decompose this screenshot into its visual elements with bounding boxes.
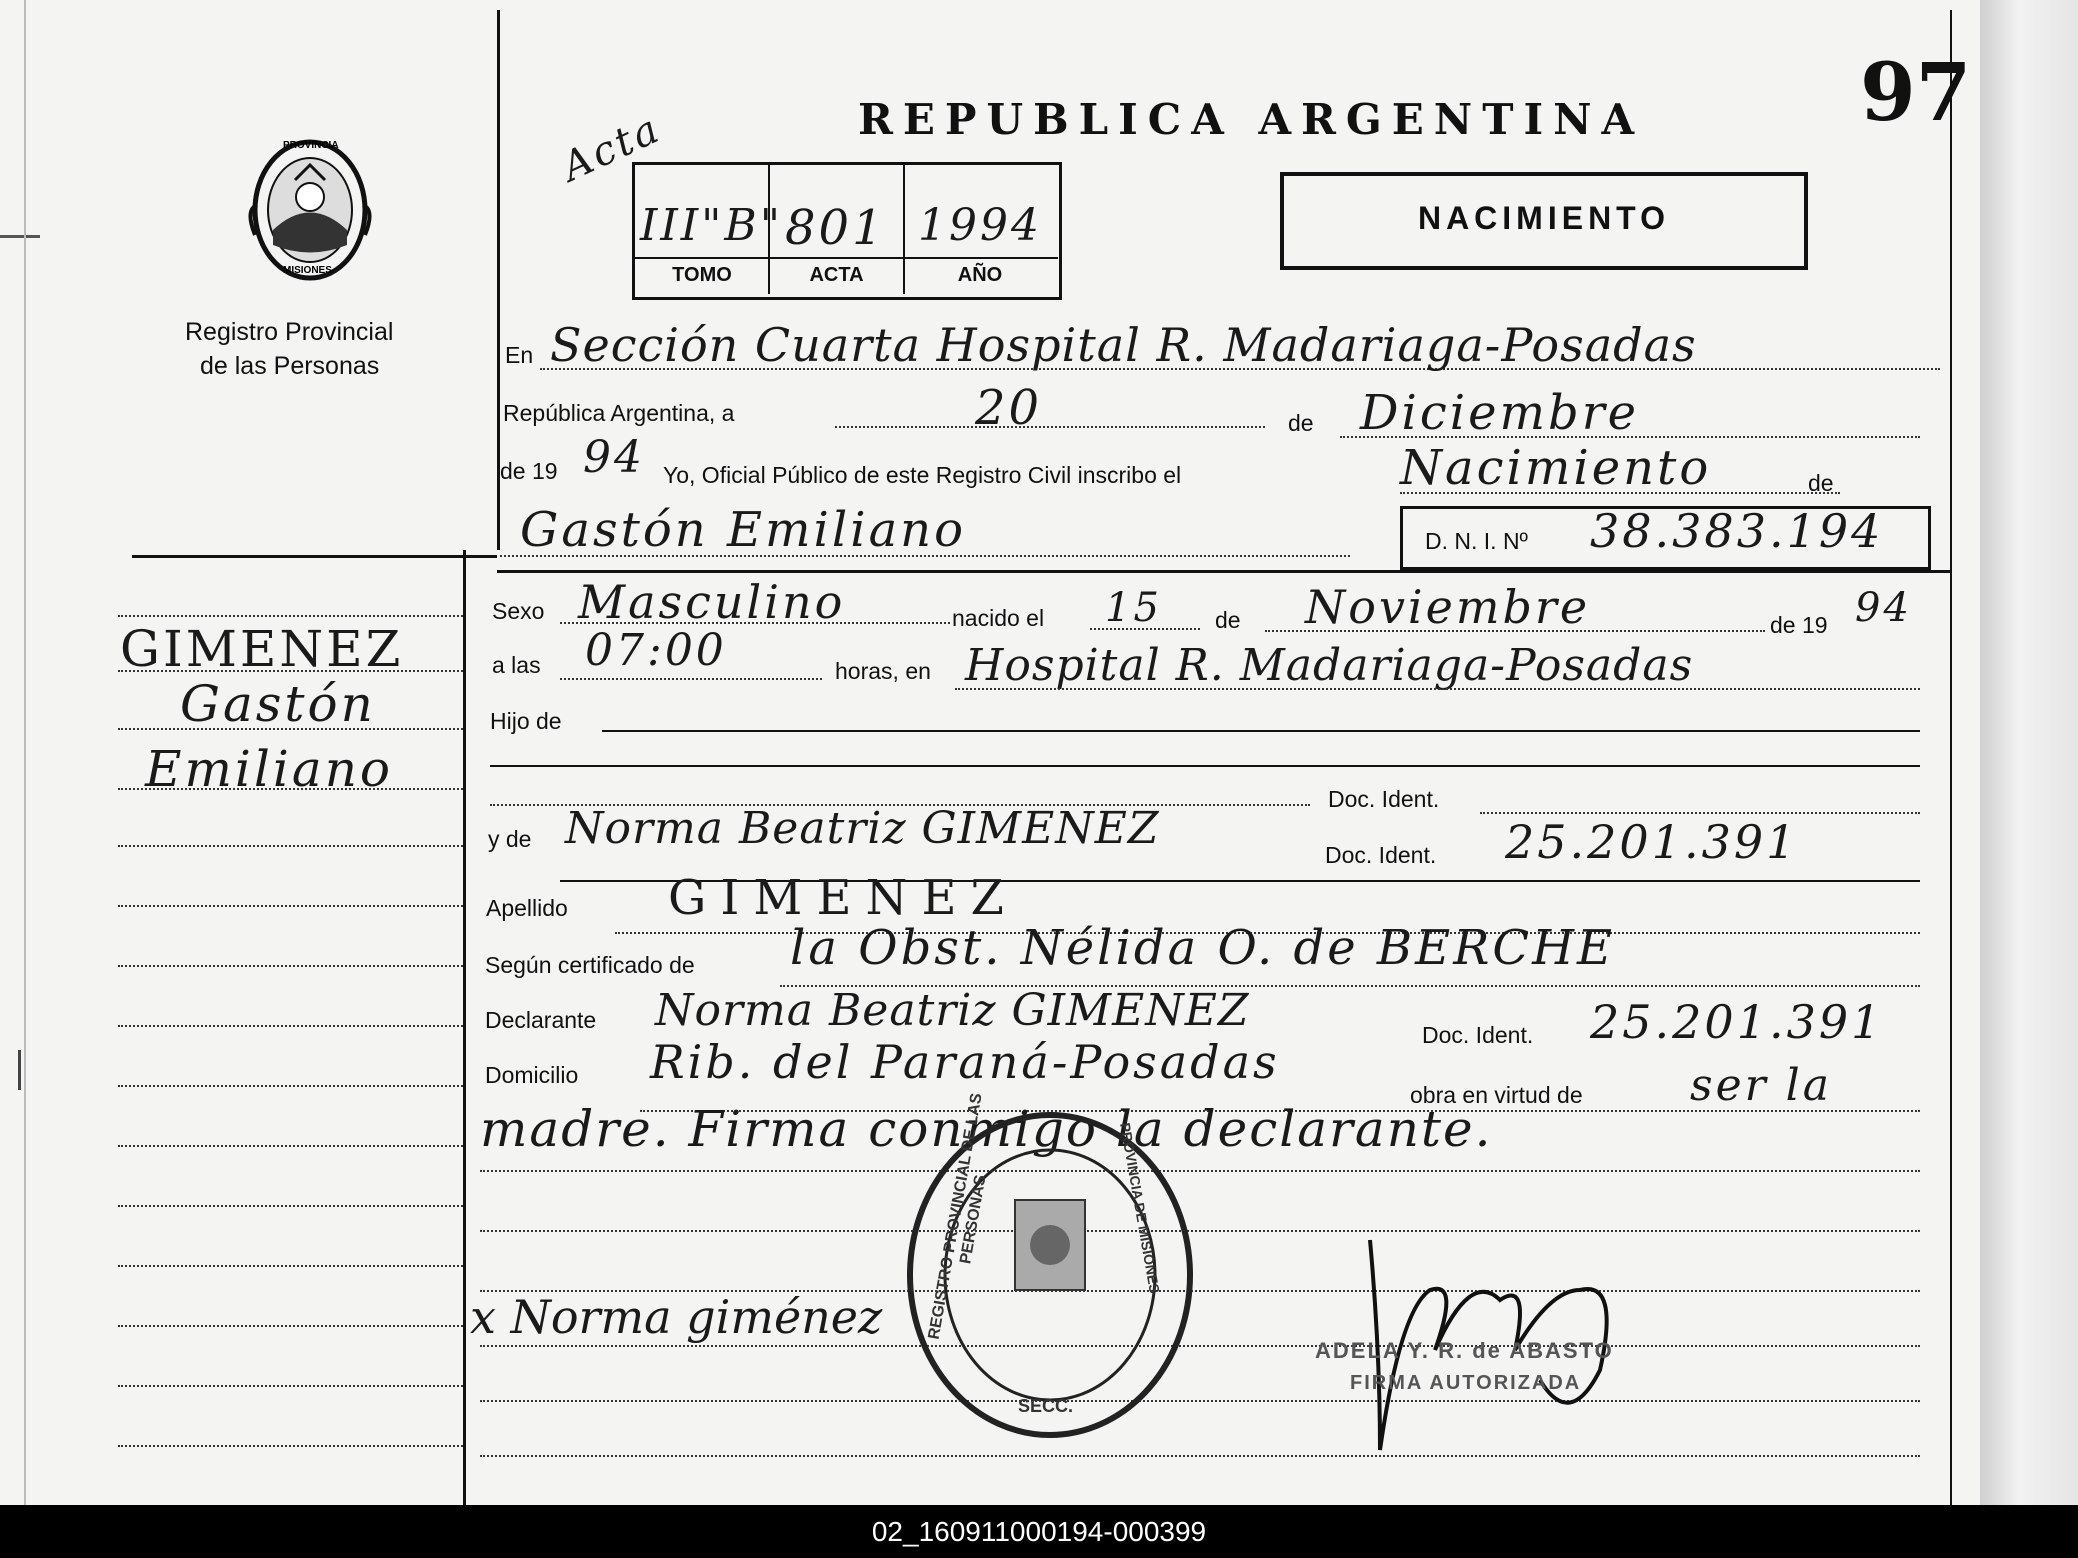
value-declarante-doc: 25.201.391 (1590, 995, 1884, 1049)
value-anio: 94 (583, 432, 645, 483)
label-yo-oficial: Yo, Oficial Público de este Registro Civil inscribo el (663, 462, 1182, 488)
value-declarante: Norma Beatriz GIMENEZ (655, 985, 1250, 1036)
stamp-outer-text: REGISTRO PROVINCIAL DE LAS PERSONAS (925, 1092, 990, 1341)
margin-line-13 (118, 1325, 463, 1327)
line-hijo-de-2 (490, 765, 1920, 767)
margin-surname: GIMENEZ (120, 620, 404, 678)
column-divider-bottom (463, 550, 466, 1505)
page-number: 97 (1860, 45, 1972, 139)
value-anio-nac: 94 (1855, 585, 1912, 631)
margin-line-14 (118, 1385, 463, 1387)
label-segun: Según certificado de (485, 952, 695, 978)
label-hijo-de: Hijo de (490, 708, 562, 734)
record-box-hline (634, 257, 1058, 259)
value-obra: ser la (1690, 1060, 1832, 1111)
margin-line-12 (118, 1265, 463, 1267)
dots-line-d (480, 1400, 1920, 1402)
tomo-label: TOMO (672, 264, 732, 286)
dots-lugar (955, 688, 1920, 690)
margin-name2: Emiliano (145, 740, 393, 798)
country-title: REPUBLICA ARGENTINA (858, 95, 1645, 144)
label-doc-ident3: Doc. Ident. (1422, 1022, 1534, 1048)
margin-line-7 (118, 965, 463, 967)
margin-line-3 (118, 728, 463, 730)
label-domicilio: Domicilio (485, 1062, 579, 1088)
value-acto: Nacimiento (1400, 440, 1712, 496)
dots-cont (480, 1170, 1920, 1172)
signature-role: FIRMA AUTORIZADA (1350, 1372, 1582, 1394)
binder-mark-top (0, 235, 40, 252)
acta-note: Acta (555, 105, 669, 191)
emblem-top-text: PROVINCIA (283, 140, 339, 151)
value-dni: 38.383.194 (1590, 504, 1884, 558)
signature-name: ADELA Y. R. de ABASTO (1315, 1338, 1614, 1363)
ano-value: 1994 (918, 200, 1042, 251)
value-domicilio: Rib. del Paraná-Posadas (650, 1035, 1280, 1089)
margin-line-4 (118, 788, 463, 790)
dots-doc1 (1480, 812, 1920, 814)
label-a-las: a las (492, 652, 541, 678)
line-hijo-de (602, 730, 1920, 732)
label-de2: de (1808, 470, 1834, 496)
margin-line-10 (118, 1145, 463, 1147)
acta-label: ACTA (809, 264, 864, 286)
margin-line-8 (118, 1025, 463, 1027)
label-horas-en: horas, en (835, 658, 931, 684)
value-madre-doc: 25.201.391 (1505, 815, 1799, 869)
margin-line-6 (118, 905, 463, 907)
label-republica: República Argentina, a (503, 400, 735, 426)
label-en: En (505, 342, 534, 368)
label-de-19: de 19 (500, 458, 558, 484)
dots-mes-nac (1265, 630, 1765, 632)
value-obra-cont: madre. Firma conmigo la declarante. (480, 1100, 1493, 1158)
label-de: de (1288, 410, 1314, 436)
dots-line-c (480, 1345, 1920, 1347)
label-sexo: Sexo (492, 598, 545, 624)
value-seccion: Sección Cuarta Hospital R. Madariaga-Posadas (550, 318, 1697, 372)
signature-mother: x Norma giménez (470, 1290, 883, 1344)
tomo-value: III"B" (640, 200, 783, 251)
province-emblem (245, 135, 375, 285)
doc-type-label: NACIMIENTO (1417, 200, 1671, 236)
dots-acto (1400, 492, 1840, 494)
label-declarante: Declarante (485, 1007, 597, 1033)
value-apellido: GIMENEZ (668, 870, 1018, 926)
value-lugar: Hospital R. Madariaga-Posadas (965, 640, 1694, 691)
left-edge-line (24, 0, 26, 1505)
value-certificado: la Obst. Nélida O. de BERCHE (790, 920, 1615, 976)
label-de-19b: de 19 (1770, 612, 1828, 638)
registry-line2: de las Personas (200, 352, 380, 380)
margin-name1: Gastón (180, 675, 376, 733)
value-hora: 07:00 (585, 625, 727, 676)
margin-line-11 (118, 1205, 463, 1207)
value-nombre: Gastón Emiliano (520, 502, 966, 558)
stamp-inner-text: PROVINCIA DE MISIONES (1117, 1121, 1163, 1295)
section-divider (497, 570, 1950, 573)
ano-label: AÑO (957, 264, 1003, 286)
margin-line-15 (118, 1445, 463, 1447)
margin-line-9 (118, 1085, 463, 1087)
file-id-footer: 02_160911000194-000399 (0, 1505, 2078, 1558)
margin-line-1 (118, 615, 463, 617)
value-dia: 20 (975, 380, 1043, 436)
dots-sexo (560, 622, 950, 624)
stamp-bottom-text: SECC. (1018, 1396, 1074, 1416)
margin-divider (132, 555, 497, 558)
value-dia-nac: 15 (1105, 585, 1162, 631)
dots-dia (835, 426, 1265, 428)
dots-hora (560, 678, 822, 680)
dots-line-e (480, 1455, 1920, 1457)
margin-line-5 (118, 845, 463, 847)
value-sexo: Masculino (578, 575, 846, 629)
value-mes-nac: Noviembre (1305, 580, 1591, 634)
label-de3: de (1215, 607, 1241, 633)
label-y-de: y de (488, 826, 532, 852)
value-mes: Diciembre (1360, 385, 1640, 441)
binding-gutter (1980, 0, 2078, 1505)
label-doc-ident2: Doc. Ident. (1325, 842, 1437, 868)
emblem-bottom-text: MISIONES (283, 265, 332, 276)
acta-value: 801 (785, 200, 886, 256)
label-apellido: Apellido (486, 895, 568, 921)
label-nacido-el: nacido el (952, 605, 1045, 631)
dots-dia-nac (1090, 628, 1200, 630)
right-border (1950, 10, 1952, 1505)
dots-line-a (480, 1230, 1920, 1232)
label-dni: D. N. I. Nº (1425, 528, 1528, 554)
binder-mark-bottom (18, 1050, 41, 1090)
label-obra: obra en virtud de (1410, 1082, 1583, 1108)
label-doc-ident1: Doc. Ident. (1328, 786, 1440, 812)
registry-line1: Registro Provincial (185, 318, 394, 346)
value-madre: Norma Beatriz GIMENEZ (565, 803, 1160, 854)
margin-line-2 (118, 670, 463, 672)
